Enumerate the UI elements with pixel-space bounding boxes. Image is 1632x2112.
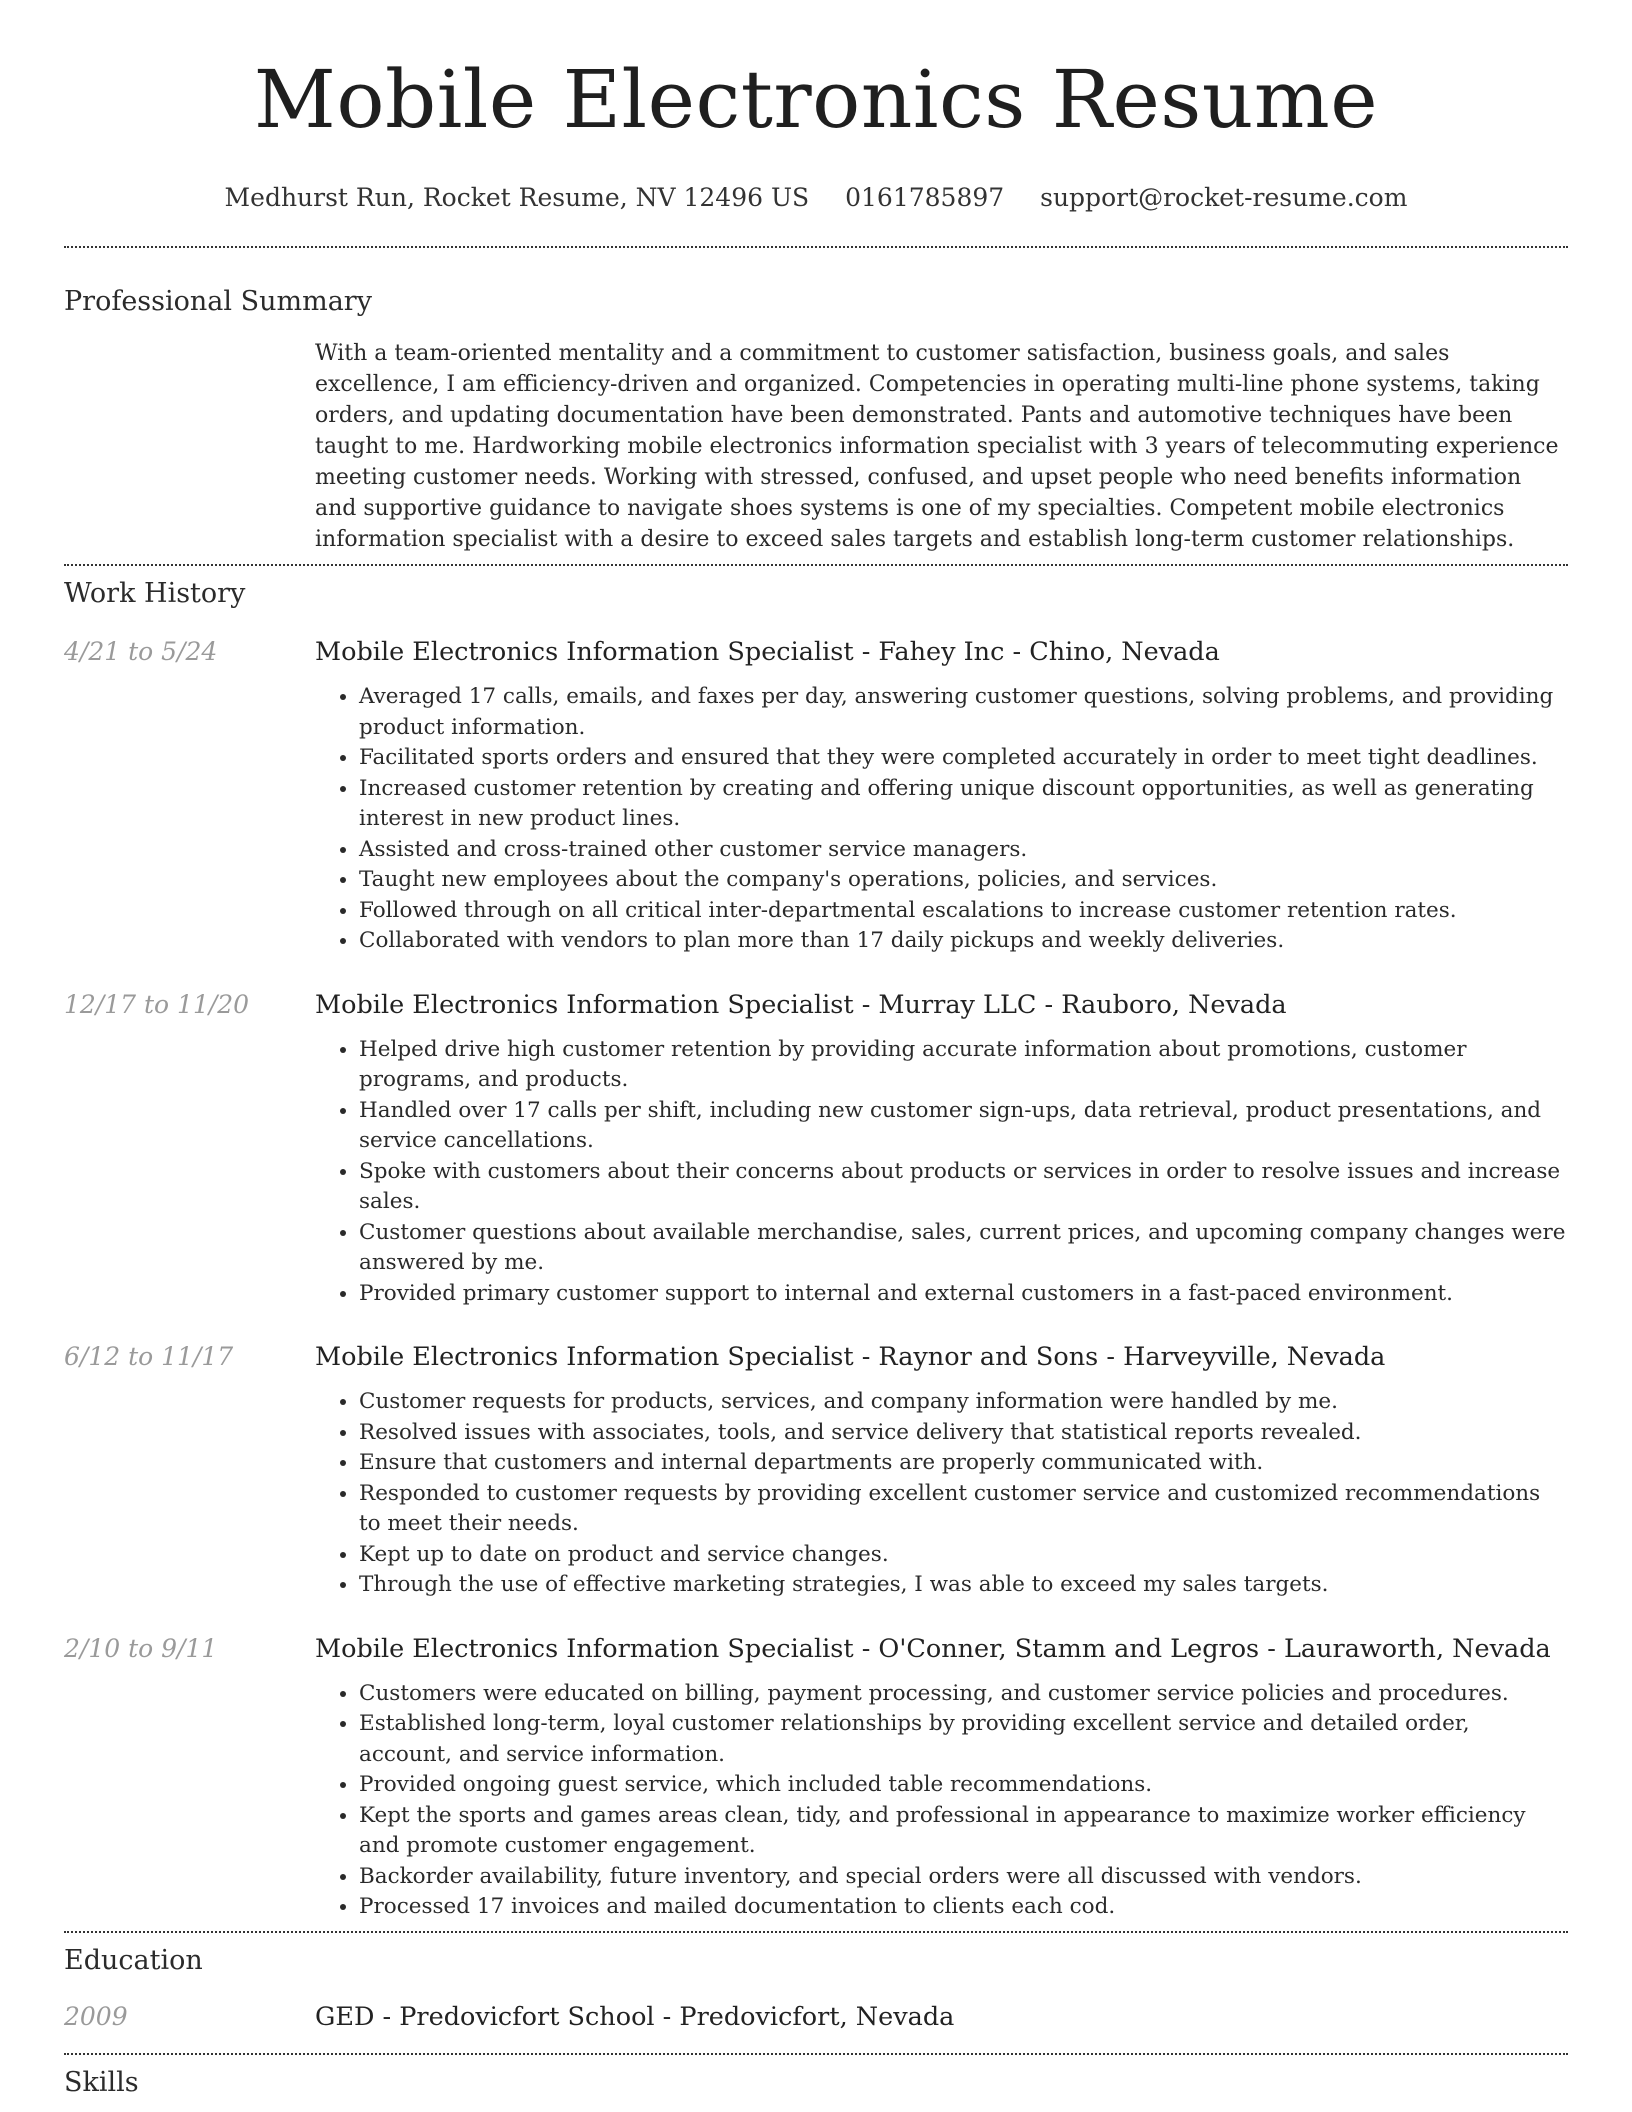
list-item: • Customers were educated on billing, payment processing, and customer service policies and procedures.: [359, 1679, 1568, 1710]
job-date: 6/12 to 11/17: [64, 1342, 234, 1371]
list-item: • Customer questions about available merchandise, sales, current prices, and upcoming company changes were answered by me.: [359, 1218, 1568, 1279]
education-date: 2009: [64, 2001, 128, 2031]
list-item: • Established long-term, loyal customer relationships by providing excellent service and detailed order, account, and service information.: [359, 1709, 1568, 1770]
contact-address: Medhurst Run, Rocket Resume, NV 12496 US: [224, 183, 810, 212]
list-item: • Spoke with customers about their concerns about products or services in order to resolve issues and increase sales.: [359, 1157, 1568, 1218]
resume-page: [64, 0, 1568, 2101]
list-item: • Collaborated with vendors to plan more than 17 daily pickups and weekly deliveries.: [359, 926, 1568, 957]
list-item: • Followed through on all critical inter-departmental escalations to increase customer retention rates.: [359, 896, 1568, 927]
divider: [64, 1931, 1568, 1933]
job-title: Mobile Electronics Information Specialist - Fahey Inc - Chino, Nevada: [315, 637, 1220, 667]
divider: [64, 2053, 1568, 2055]
education-heading: Education: [64, 1944, 203, 1976]
list-item: • Averaged 17 calls, emails, and faxes per day, answering customer questions, solving problems, and providing product information.: [359, 682, 1568, 743]
contact-line: [64, 180, 1568, 216]
work-history-heading: Work History: [64, 578, 246, 609]
list-item: • Responded to customer requests by providing excellent customer service and customized recommendations to meet their needs.: [359, 1479, 1568, 1540]
list-item: • Taught new employees about the company's operations, policies, and services.: [359, 865, 1568, 896]
job-entry: [64, 1631, 1568, 1923]
job-title: Mobile Electronics Information Specialist - Murray LLC - Rauboro, Nevada: [315, 989, 1287, 1020]
list-item: • Customer requests for products, services, and company information were handled by me.: [359, 1387, 1568, 1418]
summary-text: With a team-oriented mentality and a commitment to customer satisfaction, business goals, and sales excellence, I am efficiency-driven and organized. Competencies in operating multi-line phone systems, taking orders, and updating documentation have been demonstrated. Pants and automotive techniques have been taught to me. Hardworking mobile electronics information specialist with 3 years of telecommuting experience meeting customer needs. Working with stressed, confused, and upset people who need benefits information and supportive guidance to navigate shoes systems is one of my specialties. Competent mobile electronics information specialist with a desire to exceed sales targets and establish long-term customer relationships.: [315, 341, 1559, 552]
list-item: • Kept the sports and games areas clean, tidy, and professional in appearance to maximize worker efficiency and promote customer engagement.: [359, 1801, 1568, 1862]
list-item: • Resolved issues with associates, tools, and service delivery that statistical reports revealed.: [359, 1418, 1568, 1449]
divider: [64, 564, 1568, 566]
list-item: • Assisted and cross-trained other customer service managers.: [359, 835, 1568, 866]
job-date: 12/17 to 11/20: [64, 989, 250, 1019]
list-item: • Ensure that customers and internal departments are properly communicated with.: [359, 1448, 1568, 1479]
list-item: • Through the use of effective marketing strategies, I was able to exceed my sales targets.: [359, 1570, 1568, 1601]
job-bullets: [315, 1035, 1568, 1310]
job-entry: [64, 634, 1568, 957]
list-item: • Handled over 17 calls per shift, including new customer sign-ups, data retrieval, product presentations, and service cancellations.: [359, 1096, 1568, 1157]
list-item: • Processed 17 invoices and mailed documentation to clients each cod.: [359, 1892, 1568, 1923]
list-item: • Provided primary customer support to internal and external customers in a fast-paced environment.: [359, 1279, 1568, 1310]
divider: [64, 246, 1568, 248]
job-entry: [64, 987, 1568, 1310]
job-title: Mobile Electronics Information Specialist - Raynor and Sons - Harveyville, Nevada: [315, 1342, 1386, 1372]
job-bullets: [315, 682, 1568, 957]
list-item: • Facilitated sports orders and ensured that they were completed accurately in order to meet tight deadlines.: [359, 743, 1568, 774]
contact-phone: 0161785897: [845, 183, 1005, 212]
contact-email: support@rocket-resume.com: [1040, 183, 1408, 212]
list-item: • Provided ongoing guest service, which included table recommendations.: [359, 1770, 1568, 1801]
skills-heading: Skills: [64, 2066, 139, 2098]
list-item: • Helped drive high customer retention by providing accurate information about promotions, customer programs, and products.: [359, 1035, 1568, 1096]
list-item: • Kept up to date on product and service changes.: [359, 1540, 1568, 1571]
list-item: • Increased customer retention by creating and offering unique discount opportunities, as well as generating interest in new product lines.: [359, 774, 1568, 835]
list-item: • Backorder availability, future inventory, and special orders were all discussed with vendors.: [359, 1862, 1568, 1893]
education-entry: [64, 1999, 1568, 2035]
resume-title: Mobile Electronics Resume: [253, 53, 1379, 146]
job-bullets: [315, 1679, 1568, 1923]
education-title: GED - Predovicfort School - Predovicfort, Nevada: [315, 2001, 955, 2032]
job-bullets: [315, 1387, 1568, 1601]
job-entry: [64, 1339, 1568, 1601]
job-title: Mobile Electronics Information Specialist - O'Conner, Stamm and Legros - Lauraworth, Nevada: [315, 1633, 1551, 1664]
job-date: 2/10 to 9/11: [64, 1633, 218, 1663]
job-date: 4/21 to 5/24: [64, 637, 218, 666]
summary-heading: Professional Summary: [64, 286, 372, 317]
